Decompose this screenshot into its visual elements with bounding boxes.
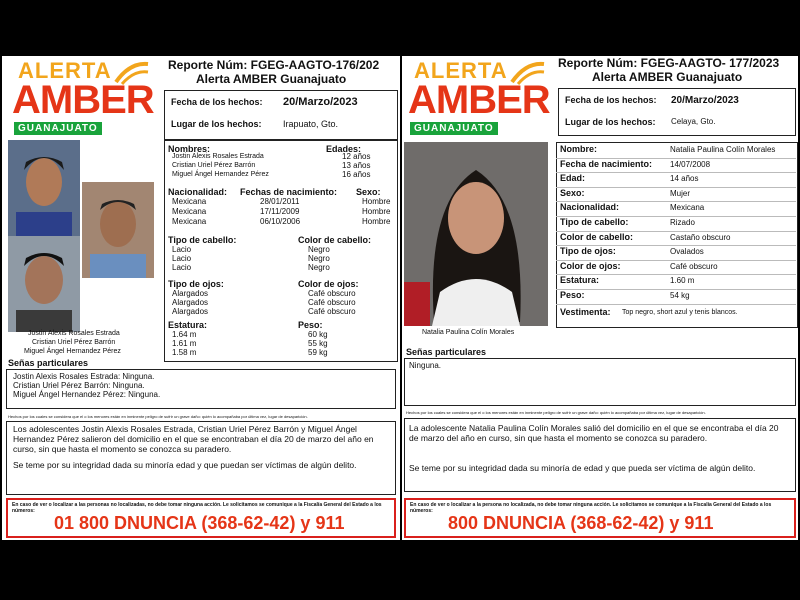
fechas-nacimiento-label: Fechas de nacimiento: bbox=[240, 187, 338, 197]
detail-label: Sexo: bbox=[560, 187, 585, 198]
age-2: 13 años bbox=[342, 161, 371, 170]
detail-label: Estatura: bbox=[560, 275, 600, 286]
sexo-label: Sexo: bbox=[356, 187, 381, 197]
eye-type-2: Alargados bbox=[172, 298, 209, 307]
lugar-value: Celaya, Gto. bbox=[671, 117, 716, 126]
weight-1: 60 kg bbox=[308, 330, 328, 339]
detail-label: Tipo de ojos: bbox=[560, 246, 616, 257]
detail-label: Peso: bbox=[560, 290, 585, 300]
detail-value: 1.60 m bbox=[670, 276, 695, 286]
hair-color-2: Negro bbox=[308, 254, 330, 263]
fecha-label: Fecha de los hechos: bbox=[565, 95, 657, 105]
report-number: Reporte Núm: FGEG-AAGTO-176/202 bbox=[168, 58, 380, 72]
facts-box bbox=[558, 88, 796, 136]
eye-color-1: Café obscuro bbox=[308, 289, 356, 298]
lugar-label: Lugar de los hechos: bbox=[565, 117, 656, 127]
detail-value: Castaño obscuro bbox=[670, 232, 731, 242]
hechos-text-2: Se teme por su integridad dada su minoría de edad y que pueda ser víctima de algún delito. bbox=[409, 463, 756, 473]
name-2: Cristian Uriel Pérez Barrón bbox=[172, 162, 256, 169]
detail-value: Mujer bbox=[670, 188, 691, 198]
nat-3: Mexicana bbox=[172, 217, 207, 226]
hechos-text: La adolescente Natalia Paulina Colín Morales salió del domicilio en el que se encontraba el día 20 de marzo del año en curso, sin que hasta el momento se conozca su paradero. bbox=[409, 423, 779, 443]
weight-3: 59 kg bbox=[308, 348, 328, 357]
detail-value: Ovalados bbox=[670, 247, 704, 257]
phone-number: 01 800 DNUNCIA (368-62-42) y 911 bbox=[54, 513, 345, 533]
birth-2: 17/11/2009 bbox=[260, 207, 300, 216]
weight-2: 55 kg bbox=[308, 339, 328, 348]
contact-box bbox=[6, 498, 396, 538]
logo-amber-text: AMBER bbox=[408, 78, 550, 122]
caption-1: Jostin Alexis Rosales Estrada bbox=[28, 330, 120, 337]
detail-label: Edad: bbox=[560, 173, 586, 184]
detail-value: Mexicana bbox=[670, 203, 705, 213]
senas-2: Cristian Uriel Pérez Barrón: Ninguna. bbox=[13, 381, 145, 390]
senas-label: Señas particulares bbox=[406, 347, 487, 357]
person-silhouette-icon bbox=[8, 236, 80, 332]
hechos-label: Hechos por los cuales se considera que el o los menores están en inminente peligro de sufrir un grave daño: quién lo acompañaba por última vez, lugar de desaparición. bbox=[406, 410, 706, 415]
hechos-box bbox=[404, 418, 796, 492]
photo-caption: Natalia Paulina Colín Morales bbox=[422, 329, 515, 336]
color-cabello-label: Color de cabello: bbox=[298, 235, 372, 245]
contact-text: En caso de ver o localizar a las personas no localizadas, no debe tomar ninguna acción. Le solicitamos se comunique a la Fiscalía General del Estado a los números: bbox=[12, 502, 382, 514]
hair-type-2: Lacio bbox=[172, 254, 192, 263]
alert-poster-right bbox=[402, 56, 798, 540]
hechos-label: Hechos por los cuales se considera que el o los menores están en inminente peligro de sufrir un grave daño: quién lo acompañaba por última vez, lugar de desaparición. bbox=[8, 414, 308, 419]
alert-poster-left bbox=[2, 56, 400, 540]
edades-label: Edades: bbox=[326, 144, 362, 154]
photo-jostin bbox=[8, 140, 80, 236]
color-ojos-label: Color de ojos: bbox=[298, 279, 359, 289]
row-divider bbox=[556, 187, 796, 188]
vestimenta-label: Vestimenta: bbox=[560, 307, 611, 317]
detail-value: 14 años bbox=[670, 174, 699, 184]
hechos-text: Los adolescentes Jostin Alexis Rosales Estrada, Cristian Uriel Pérez Barrón y Miguel Ángel Hernandez Pérez salieron del domicilio en el que se encontraban el día 20 de marzo del año en curso, sin que hasta el momento se conozca su paradero. bbox=[13, 424, 374, 454]
hechos-text-2: Se teme por su integridad dada su minoría edad y que puedan ser víctimas de algún delito. bbox=[13, 460, 357, 470]
row-divider bbox=[556, 172, 796, 173]
logo-amber-text: AMBER bbox=[12, 78, 154, 122]
sex-1: Hombre bbox=[362, 197, 391, 206]
report-title: Alerta AMBER Guanajuato bbox=[592, 70, 743, 84]
detail-value: Natalia Paulina Colín Morales bbox=[670, 145, 776, 154]
detail-label: Nombre: bbox=[560, 144, 598, 154]
detail-label: Nacionalidad: bbox=[560, 202, 620, 213]
detail-value: Rizado bbox=[670, 218, 695, 227]
senas-1: Jostin Alexis Rosales Estrada: Ninguna. bbox=[13, 372, 155, 381]
tipo-cabello-label: Tipo de cabello: bbox=[168, 235, 237, 245]
fecha-value: 20/Marzo/2023 bbox=[671, 95, 739, 106]
senas-label: Señas particulares bbox=[8, 358, 89, 368]
age-1: 12 años bbox=[342, 152, 371, 161]
row-divider bbox=[556, 304, 796, 305]
nombres-label: Nombres: bbox=[168, 144, 211, 154]
birth-3: 06/10/2006 bbox=[260, 217, 301, 226]
logo-alerta-text: ALERTA bbox=[18, 58, 112, 83]
senas-box bbox=[6, 369, 396, 409]
peso-label: Peso: bbox=[298, 320, 323, 330]
logo-alerta-text: ALERTA bbox=[414, 58, 508, 83]
sex-2: Hombre bbox=[362, 207, 391, 216]
vestimenta-value: Top negro, short azul y tenis blancos. bbox=[622, 309, 738, 316]
eye-type-3: Alargados bbox=[172, 307, 209, 316]
detail-label: Color de ojos: bbox=[560, 260, 621, 271]
caption-3: Miguel Ángel Hernandez Pérez bbox=[24, 348, 121, 355]
birth-1: 28/01/2011 bbox=[260, 197, 300, 206]
caption-2: Cristian Uriel Pérez Barrón bbox=[32, 339, 116, 346]
estatura-label: Estatura: bbox=[168, 320, 208, 330]
nat-2: Mexicana bbox=[172, 207, 207, 216]
fecha-label: Fecha de los hechos: bbox=[171, 97, 263, 107]
person-silhouette-icon bbox=[8, 140, 80, 236]
report-title: Alerta AMBER Guanajuato bbox=[196, 72, 347, 86]
hair-color-1: Negro bbox=[308, 245, 330, 254]
lugar-value: Irapuato, Gto. bbox=[283, 119, 339, 129]
lugar-label: Lugar de los hechos: bbox=[171, 119, 262, 129]
logo-guanajuato-text: GUANAJUATO bbox=[410, 122, 498, 135]
detail-label: Tipo de cabello: bbox=[560, 217, 629, 227]
name-3: Miguel Ángel Hernandez Pérez bbox=[172, 171, 269, 178]
eye-type-1: Alargados bbox=[172, 289, 209, 298]
photo-natalia bbox=[404, 142, 548, 326]
hechos-box bbox=[6, 421, 396, 495]
tipo-ojos-label: Tipo de ojos: bbox=[168, 279, 224, 289]
person-silhouette-icon bbox=[82, 182, 154, 278]
senas-value: Ninguna. bbox=[409, 361, 442, 370]
photo-miguel bbox=[8, 236, 80, 332]
height-1: 1.64 m bbox=[172, 330, 197, 339]
contact-box bbox=[404, 498, 796, 538]
nat-1: Mexicana bbox=[172, 197, 207, 206]
eye-color-3: Café obscuro bbox=[308, 307, 356, 316]
facts-box bbox=[164, 90, 398, 140]
height-3: 1.58 m bbox=[172, 348, 197, 357]
age-3: 16 años bbox=[342, 170, 371, 179]
eye-color-2: Café obscuro bbox=[308, 298, 356, 307]
photo-cristian bbox=[82, 182, 154, 278]
detail-value: 54 kg bbox=[670, 291, 690, 300]
height-2: 1.61 m bbox=[172, 339, 197, 348]
hair-type-1: Lacio bbox=[172, 245, 192, 254]
senas-box bbox=[404, 358, 796, 406]
hair-color-3: Negro bbox=[308, 263, 330, 272]
fecha-value: 20/Marzo/2023 bbox=[283, 96, 358, 108]
logo-guanajuato-text: GUANAJUATO bbox=[14, 122, 102, 135]
detail-label: Color de cabello: bbox=[560, 231, 634, 242]
contact-text: En caso de ver o localizar a la persona no localizada, no debe tomar ninguna acción. Le solicitamos se comunique a la Fiscalía General del Estado a los números: bbox=[410, 502, 772, 514]
senas-3: Miguel Ángel Hernandez Pérez: Ninguna. bbox=[13, 390, 161, 399]
detail-value: 14/07/2008 bbox=[670, 159, 711, 169]
phone-number: 800 DNUNCIA (368-62-42) y 911 bbox=[448, 513, 714, 533]
report-number: Reporte Núm: FGEG-AAGTO- 177/2023 bbox=[558, 56, 780, 70]
sex-3: Hombre bbox=[362, 217, 391, 226]
detail-label: Fecha de nacimiento: bbox=[560, 158, 653, 169]
nacionalidad-label: Nacionalidad: bbox=[168, 187, 228, 197]
detail-value: Café obscuro bbox=[670, 261, 718, 271]
hair-type-3: Lacio bbox=[172, 263, 192, 272]
row-divider bbox=[556, 289, 796, 290]
person-silhouette-icon bbox=[404, 142, 548, 326]
name-1: Jostin Alexis Rosales Estrada bbox=[172, 153, 264, 160]
